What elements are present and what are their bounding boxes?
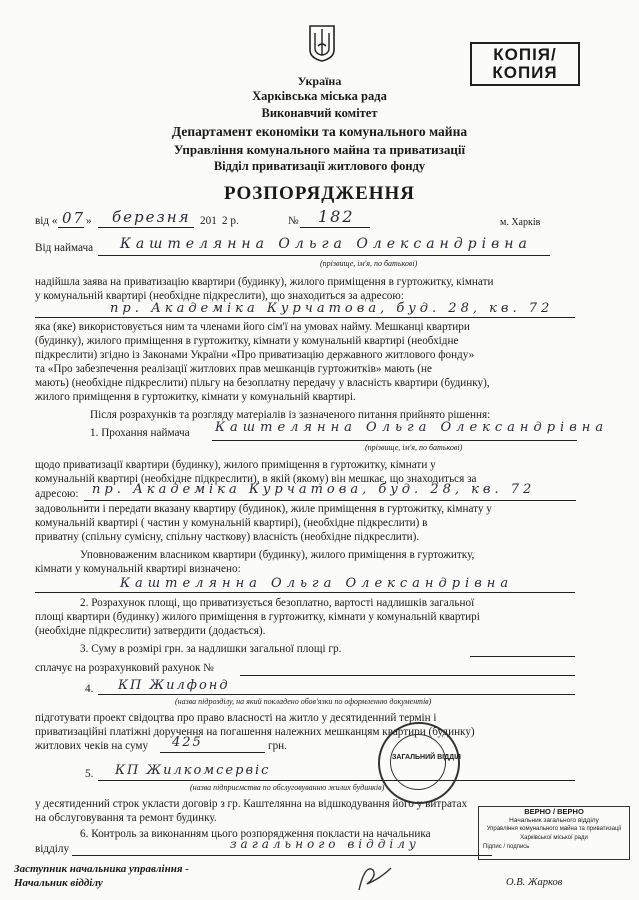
date-year-suffix: 2 р. bbox=[222, 215, 239, 227]
address2-label: адресою: bbox=[35, 488, 79, 500]
stamp-line4: Харківської міської ради bbox=[520, 835, 588, 841]
signature-head-title: Начальник відділу bbox=[14, 877, 103, 889]
date-day: 07 bbox=[62, 209, 86, 227]
para5-line3: приватну (спільну сумісну, спільну часткову) власність (необхідне підкреслити). bbox=[35, 531, 420, 543]
date-month: березня bbox=[112, 208, 191, 226]
date-from: від « bbox=[35, 215, 58, 227]
para8-line2: на обслуговування та ремонт будинку. bbox=[35, 812, 217, 824]
para4-line2: комунальній квартирі (необхідне підкреслити), в якій (якому) він мешкає, що знаходиться за bbox=[35, 473, 477, 485]
para5-line1: задовольнити і передати вказану квартиру (будинок), жиле приміщення в гуртожитку, кімнату у bbox=[35, 503, 492, 515]
address1: пр. Академіка Курчатова, буд. 28, кв. 72 bbox=[110, 301, 554, 316]
para1-line2: у комунальній квартирі (необхідне підкреслити), що знаходиться за адресою: bbox=[35, 290, 404, 302]
cheques-prefix: житлових чеків на суму bbox=[35, 740, 149, 752]
header-country: Україна bbox=[297, 74, 342, 88]
date-year-prefix: 201 bbox=[200, 215, 217, 227]
tenant-label: Від наймача bbox=[35, 242, 94, 254]
item4-value: КП Жилфонд bbox=[118, 678, 230, 693]
item3-line2: сплачує на розрахунковий рахунок № bbox=[35, 662, 214, 674]
para6-line2: кімнати у комунальній квартирі визначено: bbox=[35, 563, 241, 575]
signer-name: О.В. Жарков bbox=[506, 877, 563, 888]
address2-value: пр. Академіка Курчатова, буд. 28, кв. 72 bbox=[92, 482, 536, 497]
copy-stamp-line2: КОПИЯ bbox=[492, 63, 558, 82]
para4-line1: щодо приватизації квартири (будинку), жилого приміщення в гуртожитку, кімнати у bbox=[35, 459, 436, 471]
stamp-caption: Підпис / подпись bbox=[483, 844, 530, 850]
item2-line2: площі квартири (будинку) жилого приміщення в гуртожитку, кімнати у комунальній квартирі bbox=[35, 611, 480, 623]
item2-line1: 2. Розрахунок площі, що приватизується безоплатно, вартості надлишків загальної bbox=[80, 597, 475, 609]
item1-label: 1. Прохання наймача bbox=[90, 427, 190, 439]
round-seal-text: ЗАГАЛЬНИЙ ВІДДІЛ bbox=[392, 754, 461, 761]
para5-line2: комунальній квартирі ( частин у комунальній квартирі), (необхідне підкреслити) в bbox=[35, 517, 428, 529]
item4-label: 4. bbox=[85, 683, 94, 695]
tenant-name: Каштелянна Ольга Олександрівна bbox=[120, 236, 532, 252]
owner-name: Каштелянна Ольга Олександрівна bbox=[120, 576, 514, 591]
signature-deputy-title: Заступник начальника управління - bbox=[14, 863, 189, 875]
para8-line1: у десятиденний строк укласти договір з гр. Каштелянна на відшкодування його у витратах bbox=[35, 798, 468, 810]
para2-line1: яка (яке) використовується ним та членами його сім'ї на умовах найму. Мешканці квартири bbox=[35, 321, 470, 333]
para2-line2: (будинку), жилого приміщення в гуртожитку, кімнати у комунальній квартирі (необхідне bbox=[35, 335, 459, 347]
signature-icon bbox=[355, 860, 395, 894]
item1-name: Каштелянна Ольга Олександрівна bbox=[215, 420, 609, 435]
para2-line3: підкреслити) згідно із Законами України «Про приватизацію державного житлового фонду» bbox=[35, 349, 475, 361]
document-number: 182 bbox=[318, 207, 355, 226]
para2-line6: жилого приміщення в гуртожитку, кімнати у комунальній квартирі. bbox=[35, 391, 356, 403]
item6-handwritten: загального відділу bbox=[230, 837, 420, 851]
date-mid: » bbox=[86, 215, 92, 227]
certification-stamp bbox=[478, 806, 630, 860]
item5-label: 5. bbox=[85, 768, 94, 780]
tenant-caption: (прізвище, ім'я, по батькові) bbox=[320, 259, 418, 268]
item6-line1: 6. Контроль за виконанням цього розпорядження покласти на начальника bbox=[80, 828, 431, 840]
header-directorate: Управління комунального майна та приватизації bbox=[173, 142, 466, 157]
stamp-line1: ВЕРНО / ВЕРНО bbox=[524, 807, 584, 816]
header-division: Відділ приватизації житлового фонду bbox=[213, 159, 426, 173]
para7-line1: підготувати проект свідоцтва про право власності на житло у десятиденний термін і bbox=[35, 712, 437, 724]
header-council: Харківська міська рада bbox=[252, 89, 387, 103]
stamp-line3: Управління комунального майна та приватизації bbox=[486, 826, 622, 832]
para2-line4: та «Про забезпечення реалізації житлових прав мешканців гуртожитків» мають (не bbox=[35, 363, 432, 375]
para6-line1: Уповноваженим власником квартири (будинку), жилого приміщення в гуртожитку, bbox=[80, 549, 475, 561]
coat-of-arms-icon bbox=[308, 24, 336, 62]
cheques-suffix: грн. bbox=[268, 740, 287, 752]
stamp-line2: Начальник загального відділу bbox=[509, 817, 599, 824]
item6-prefix: відділу bbox=[35, 843, 70, 855]
document-title: РОЗПОРЯДЖЕННЯ bbox=[223, 183, 416, 204]
item1-caption: (прізвище, ім'я, по батькові) bbox=[365, 443, 463, 452]
item3-line1: 3. Суму в розмірі грн. за надлишки загальної площі гр. bbox=[80, 643, 342, 655]
city: м. Харків bbox=[500, 217, 541, 228]
para7-line2: приватизаційні платіжні доручення на погашення належних мешканцям квартири (будинку) bbox=[35, 726, 475, 738]
item2-line3: (необхідне підкреслити) затвердити (додається). bbox=[35, 625, 266, 637]
para3: Після розрахунків та розгляду матеріалів із зазначеного питання прийнято рішення: bbox=[90, 409, 491, 421]
para2-line5: мають) (необхідне підкреслити) пільгу на безоплатну передачу у власність квартири (будинку), bbox=[35, 377, 490, 389]
round-seal bbox=[378, 722, 460, 804]
item5-caption: (назва підприємства по обслуговуванню жилих будинків) bbox=[190, 783, 385, 792]
para1-line1: надійшла заява на приватизацію квартири (будинку), жилого приміщення в гуртожитку, кімнати bbox=[35, 276, 494, 288]
item4-caption: (назва підрозділу, на який покладено обов'язки по оформленню документів) bbox=[175, 697, 432, 706]
header-department: Департамент економіки та комунального майна bbox=[171, 124, 468, 139]
cheques-value: 425 bbox=[172, 735, 203, 750]
item5-value: КП Жилкомсервіс bbox=[115, 763, 271, 778]
header-committee: Виконавчий комітет bbox=[261, 106, 378, 120]
number-label: № bbox=[288, 215, 299, 227]
copy-stamp-line1: КОПІЯ/ bbox=[493, 45, 557, 64]
